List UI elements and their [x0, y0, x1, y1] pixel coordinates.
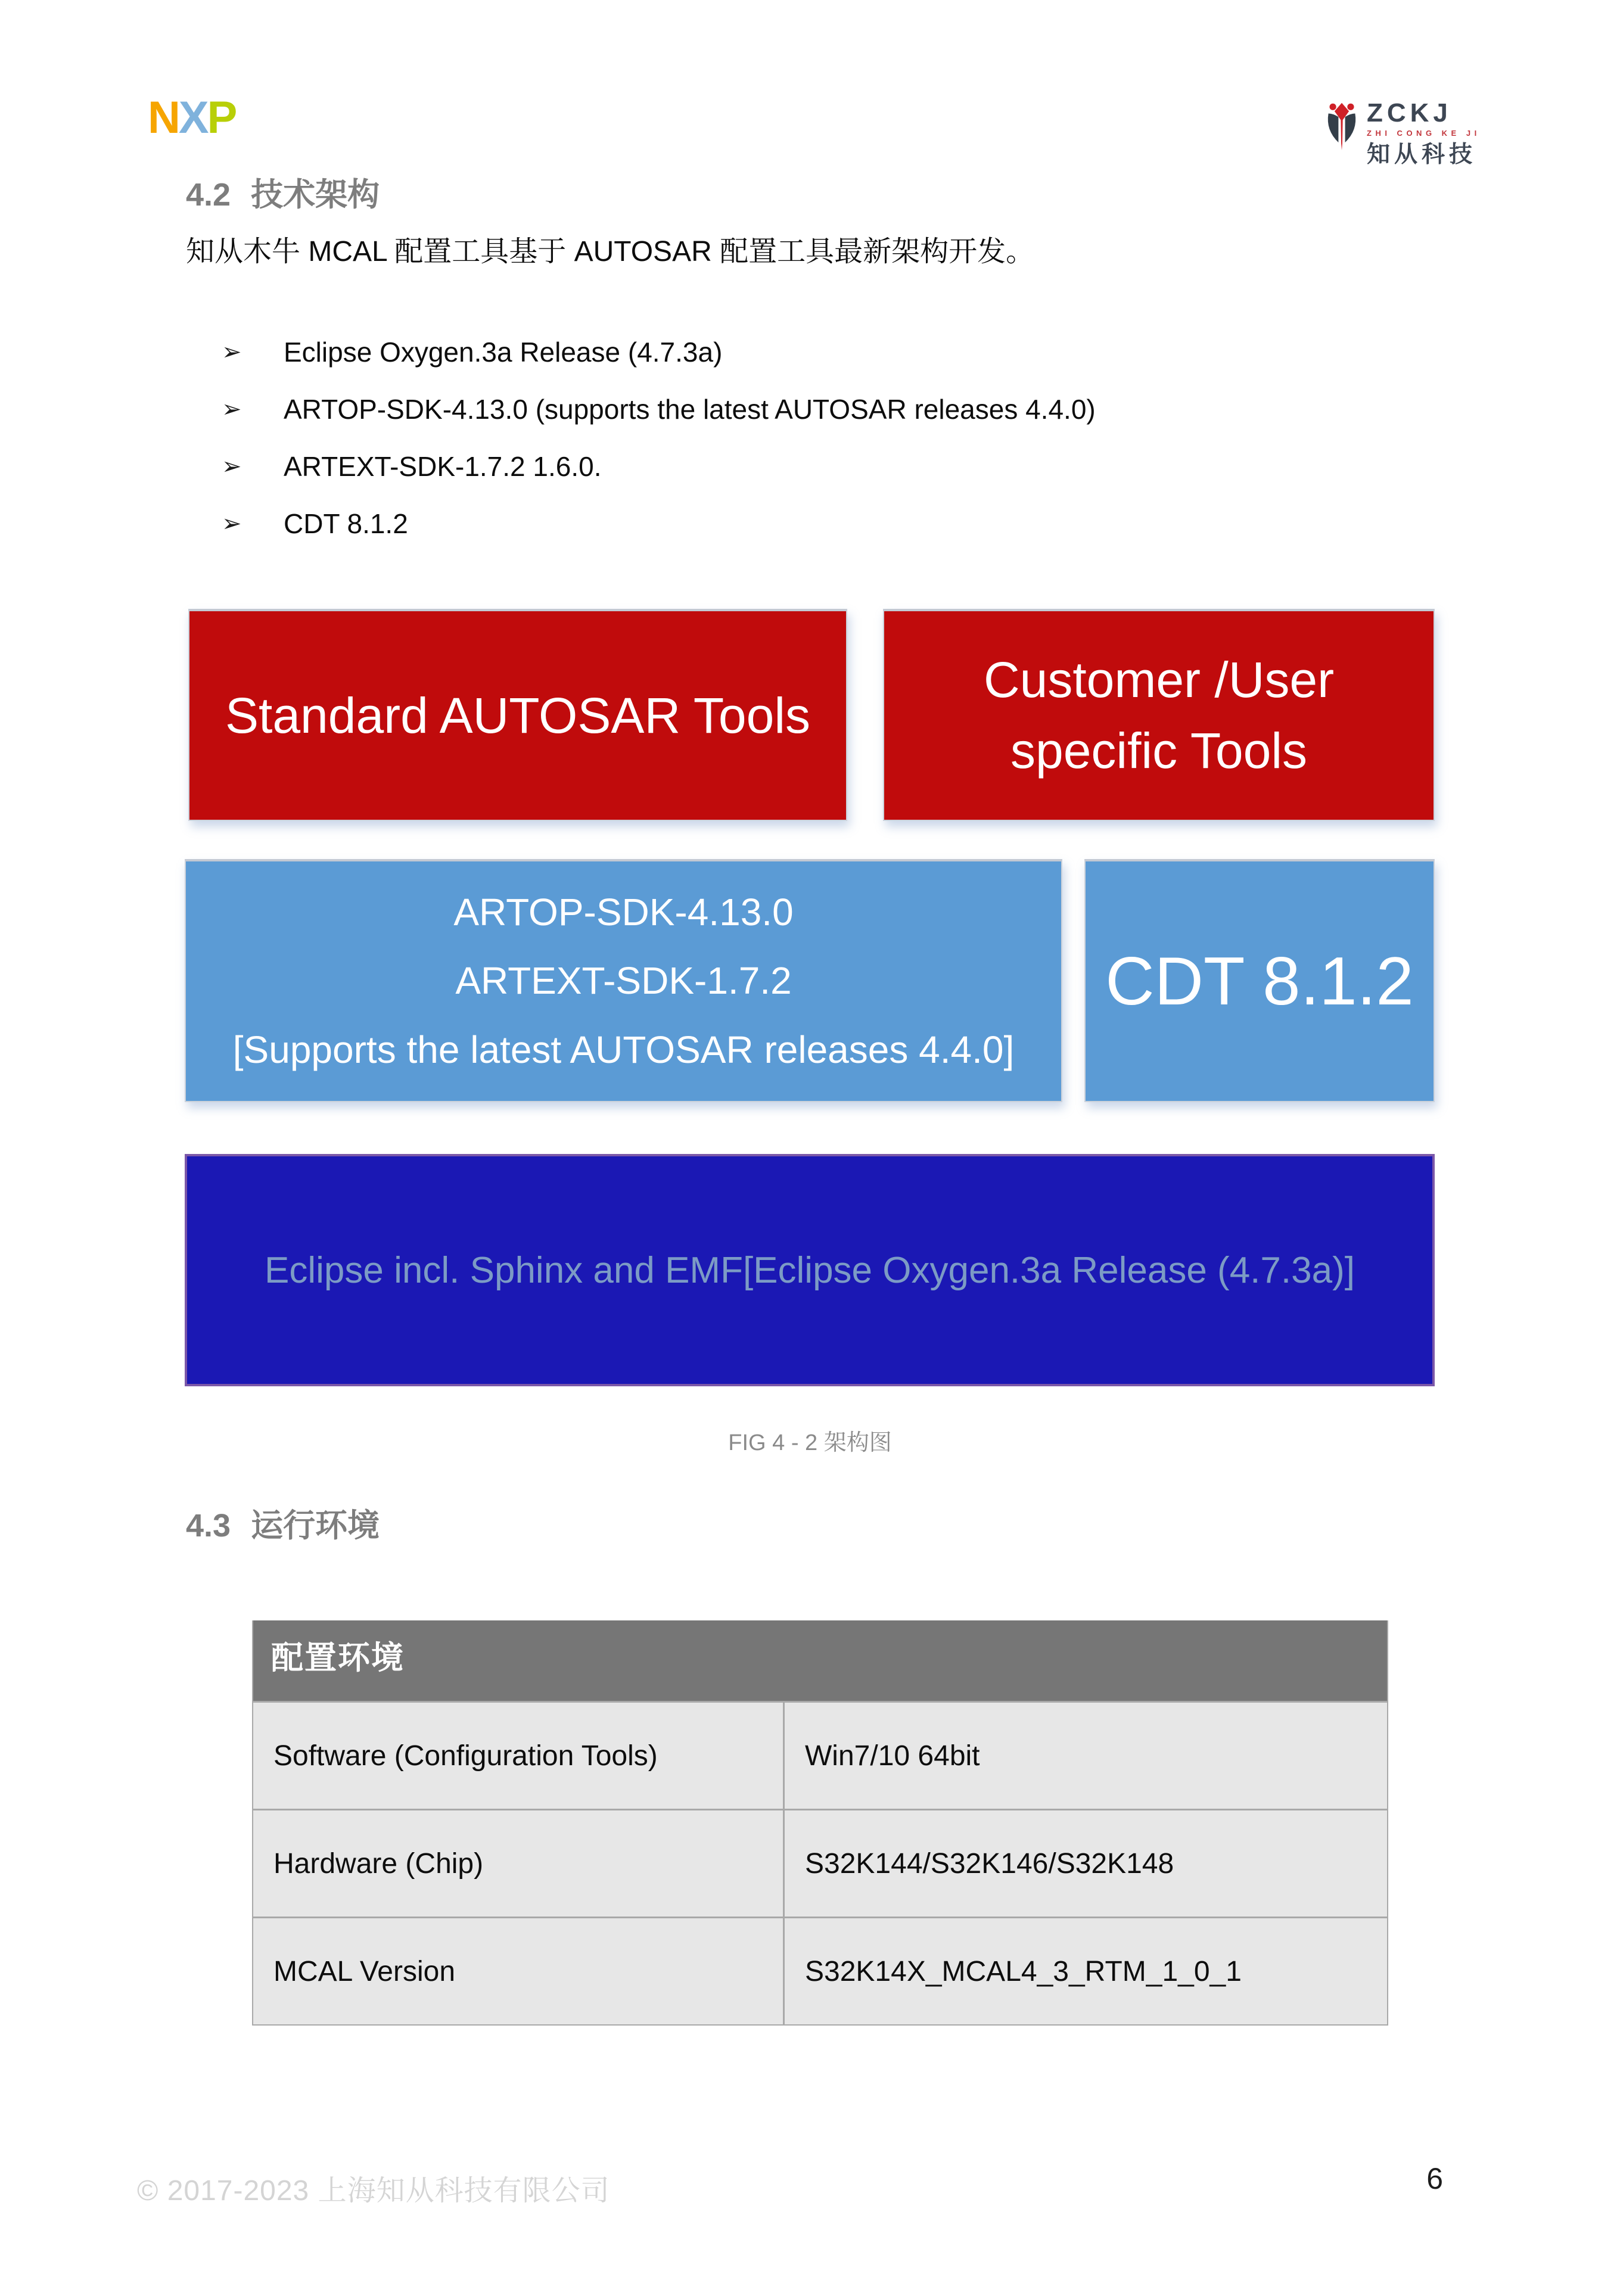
diagram-box-label-line3: [Supports the latest AUTOSAR releases 4.4.0]: [232, 1028, 1015, 1071]
diagram-box-artop-artext-sdk: [185, 859, 1062, 1102]
table-row: [253, 1917, 1387, 2024]
section-4-3-heading: [186, 1510, 380, 1542]
section-4-3-number: 4.3: [186, 1508, 231, 1544]
diagram-box-customer-user-tools: [883, 609, 1435, 821]
section-4-2-title: 技术架构: [251, 177, 380, 213]
nxp-letter-n: N: [148, 92, 179, 143]
bullet-text: ARTOP-SDK-4.13.0 (supports the latest AUTOSAR releases 4.4.0): [284, 394, 1096, 425]
table-row: [253, 1809, 1387, 1917]
arrowhead-bullet-icon: ➢: [222, 453, 242, 480]
diagram-box-standard-autosar-tools: [188, 609, 847, 821]
table-cell-label: MCAL Version: [253, 1918, 785, 2024]
diagram-box-eclipse-platform: [185, 1154, 1435, 1386]
diagram-box-label-line1: Customer /User: [983, 651, 1335, 708]
section-4-3-title: 运行环境: [251, 1508, 380, 1544]
list-item: [222, 323, 1443, 381]
bullet-list: [222, 323, 1443, 552]
diagram-box-label-line2: ARTEXT-SDK-1.7.2: [455, 959, 792, 1003]
zckj-bug-icon: [1325, 100, 1358, 153]
diagram-box-label-line2: specific Tools: [1010, 723, 1307, 779]
diagram-box-label: CDT 8.1.2: [1105, 943, 1414, 1019]
zckj-logo-text: [1367, 100, 1481, 166]
footer-copyright: © 2017-2023 上海知从科技有限公司: [137, 2175, 610, 2207]
section-4-2-heading: [186, 179, 380, 211]
list-item: [222, 438, 1443, 495]
table-cell-label: Software (Configuration Tools): [253, 1703, 785, 1809]
arrowhead-bullet-icon: ➢: [222, 339, 242, 365]
table-cell-value: S32K144/S32K146/S32K148: [805, 1847, 1174, 1880]
zckj-chinese-name: 知从科技: [1367, 142, 1477, 167]
nxp-letter-x: X: [178, 92, 207, 143]
section-4-2-number: 4.2: [186, 177, 231, 213]
bullet-text: CDT 8.1.2: [284, 508, 408, 539]
arrowhead-bullet-icon: ➢: [222, 511, 242, 537]
figure-caption: FIG 4 - 2 架构图: [728, 1430, 892, 1455]
table-header: 配置环境: [253, 1620, 1387, 1701]
nxp-letter-p: P: [207, 92, 236, 143]
table-cell-value: S32K14X_MCAL4_3_RTM_1_0_1: [805, 1955, 1242, 1987]
zckj-tagline: ZHI CONG KE JI: [1367, 129, 1481, 138]
bullet-text: Eclipse Oxygen.3a Release (4.7.3a): [284, 337, 723, 368]
diagram-box-cdt: [1084, 859, 1435, 1102]
table-cell-label: Hardware (Chip): [253, 1810, 785, 1917]
environment-table: [252, 1620, 1388, 2026]
table-cell-value: Win7/10 64bit: [805, 1740, 980, 1772]
list-item: [222, 381, 1443, 438]
diagram-box-label-line1: ARTOP-SDK-4.13.0: [453, 891, 794, 934]
section-4-2-intro: 知从木牛 MCAL 配置工具基于 AUTOSAR 配置工具最新架构开发。: [186, 236, 1035, 267]
diagram-box-label: Eclipse incl. Sphinx and EMF[Eclipse Oxygen.3a Release (4.7.3a)]: [265, 1249, 1355, 1291]
arrowhead-bullet-icon: ➢: [222, 396, 242, 422]
bullet-text: ARTEXT-SDK-1.7.2 1.6.0.: [284, 451, 602, 482]
zckj-wordmark: ZCKJ: [1367, 98, 1452, 127]
nxp-logo: [148, 92, 236, 143]
list-item: [222, 495, 1443, 552]
diagram-box-label: Standard AUTOSAR Tools: [225, 687, 811, 743]
page-number: 6: [1426, 2162, 1443, 2195]
zckj-logo: [1325, 100, 1481, 166]
table-row: [253, 1701, 1387, 1809]
